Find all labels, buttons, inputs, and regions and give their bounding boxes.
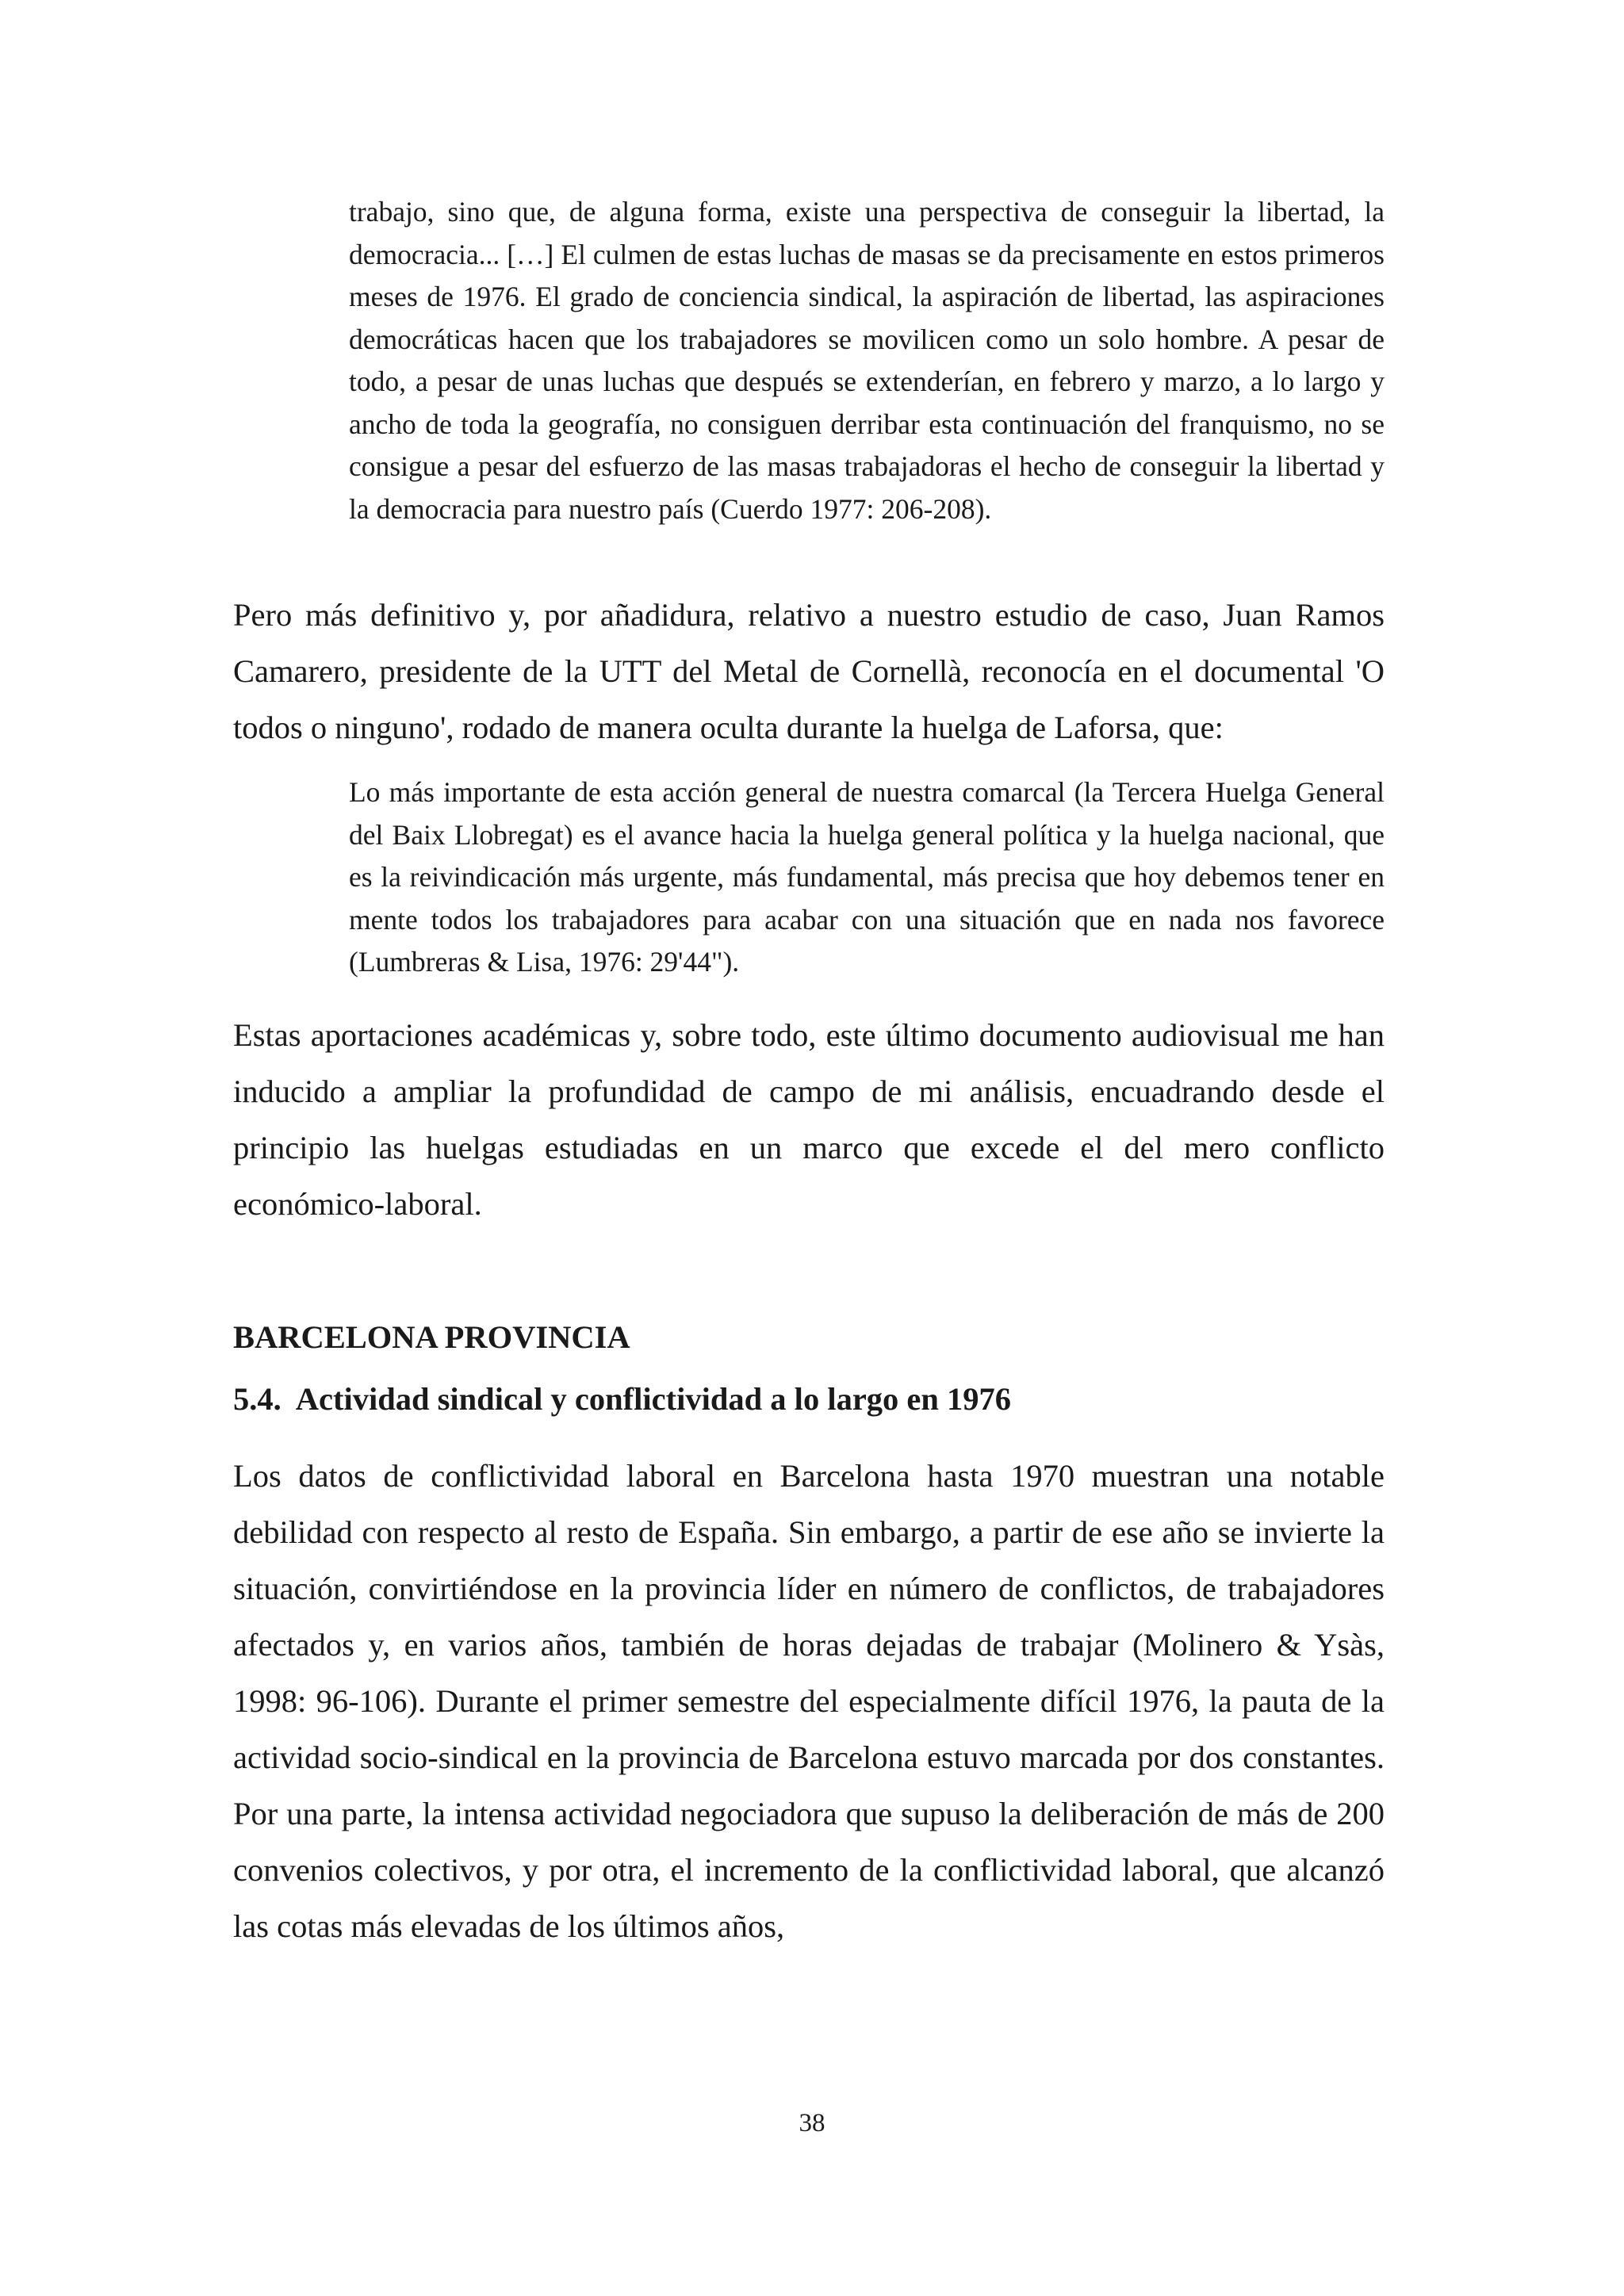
block-quote-cuerdo: trabajo, sino que, de alguna forma, existe una perspectiva de conseguir la libertad, la democracia... […] El culmen de estas luchas de masas se da precisamente en estos primeros meses de 1976. El grado de conciencia sindical, la aspiración de libertad, las aspiraciones democráticas hacen que los trabajadores se movilicen como un solo hombre. A pesar de todo, a pesar de unas luchas que después se extenderían, en febrero y marzo, a lo largo y ancho de toda la geografía, no consiguen derribar esta continuación del franquismo, no se consigue a pesar del esfuerzo de las masas trabajadoras el hecho de conseguir la libertad y la democracia para nuestro país (Cuerdo 1977: 206-208). xyxy=(349,196,1385,525)
body-paragraph-datos: Los datos de conflictividad laboral en Barcelona hasta 1970 muestran una notable debilidad con respecto al resto de España. Sin embargo, a partir de ese año se invierte la situación, convirtiéndose en la provincia líder en número de conflictos, de trabajadores afectados y, en varios años, también de horas dejadas de trabajar (Molinero & Ysàs, 1998: 96-106). Durante el primer semestre del especialmente difícil 1976, la pauta de la actividad socio-sindical en la provincia de Barcelona estuvo marcada por dos constantes. Por una parte, la intensa actividad negociadora que supuso la deliberación de más de 200 convenios colectivos, y por otra, el incremento de la conflictividad laboral, que alcanzó las cotas más elevadas de los últimos años, xyxy=(233,1458,1385,1944)
block-quote-lumbreras: Lo más importante de esta acción general de nuestra comarcal (la Tercera Huelga General del Baix Llobregat) es el avance hacia la huelga general política y la huelga nacional, que es la reivindicación más urgente, más fundamental, más precisa que hoy debemos tener en mente todos los trabajadores para acabar con una situación que en nada nos favorece (Lumbreras & Lisa, 1976: 29'44"). xyxy=(349,776,1385,978)
province-heading: BARCELONA PROVINCIA xyxy=(233,1319,630,1355)
section-title: Actividad sindical y conflictividad a lo largo en 1976 xyxy=(295,1381,1012,1417)
page-number: 38 xyxy=(799,2109,825,2137)
body-paragraph-ramos: Pero más definitivo y, por añadidura, relativo a nuestro estudio de caso, Juan Ramos Camarero, presidente de la UTT del Metal de Cornellà, reconocía en el documental 'O todos o ninguno', rodado de manera oculta durante la huelga de Laforsa, que: xyxy=(233,597,1385,745)
body-paragraph-aportaciones: Estas aportaciones académicas y, sobre todo, este último documento audiovisual me han inducido a ampliar la profundidad de campo de mi análisis, encuadrando desde el principio las huelgas estudiadas en un marco que excede el del mero conflicto económico-laboral. xyxy=(233,1017,1385,1222)
section-heading xyxy=(233,1380,1011,1419)
section-number: 5.4. xyxy=(233,1381,282,1417)
